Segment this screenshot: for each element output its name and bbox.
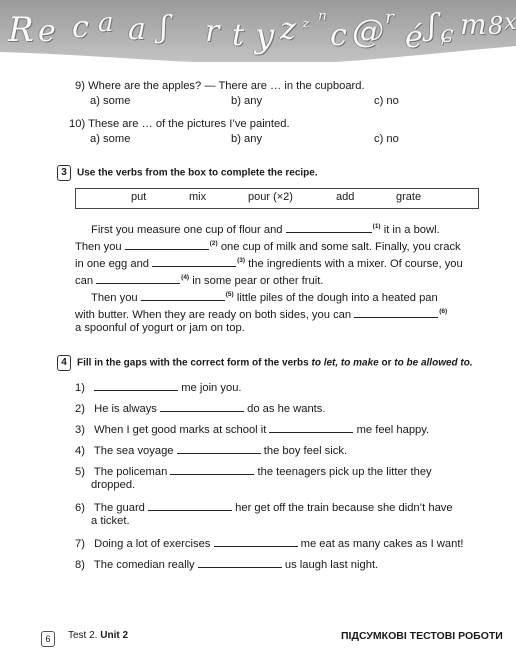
banner-letter: t: [232, 18, 245, 53]
instruction-text: Fill in the gaps with the correct form of the verbs: [77, 357, 312, 369]
question-10: [69, 117, 290, 132]
gap-number: (5): [225, 291, 234, 298]
banner-letter: é: [405, 20, 423, 55]
gap[interactable]: [94, 379, 178, 391]
item-text: do as he wants.: [247, 403, 326, 415]
recipe-text: with butter. When they are ready on both sides, you can: [75, 309, 352, 321]
question-9: [75, 79, 365, 94]
recipe-text: it in a bowl.: [383, 224, 440, 236]
option-c: c) no: [374, 133, 399, 145]
footer-test-label: [68, 630, 128, 641]
item-number: 7): [75, 538, 85, 550]
gap-number: (2): [209, 240, 218, 247]
gap[interactable]: [177, 442, 261, 454]
gap[interactable]: [148, 499, 232, 511]
verb-item: pour (×2): [248, 191, 293, 203]
question-number: 10): [69, 118, 86, 130]
banner-letter: ʃ: [160, 10, 169, 45]
item-number: 8): [75, 559, 85, 571]
task-number-badge: 4: [57, 355, 71, 371]
item-text: her get off the train because she didn’t have: [235, 502, 453, 514]
instruction-verb: to be allowed to.: [394, 357, 473, 369]
banner-letter: R: [8, 10, 34, 50]
page-number: 6: [41, 631, 55, 647]
item-text: He is always: [94, 403, 157, 415]
option-a: a) some: [90, 95, 131, 107]
item-text: Doing a lot of exercises: [94, 538, 211, 550]
verb-item: grate: [396, 191, 422, 203]
verb-item: add: [336, 191, 355, 203]
banner-letter: @: [352, 12, 384, 50]
gap-number: (1): [372, 223, 381, 230]
question-text: These are … of the pictures I’ve painted.: [88, 118, 290, 130]
item-1: [75, 379, 242, 396]
gap-1[interactable]: [286, 221, 372, 233]
gap-number: (6): [439, 308, 448, 315]
recipe-text: one cup of milk and some salt. Finally, you crack: [220, 241, 461, 253]
item-2: [75, 400, 326, 417]
task-instruction: [77, 358, 473, 369]
banner-letter: r: [205, 14, 220, 49]
recipe-text: in one egg and: [75, 258, 150, 270]
item-number: 2): [75, 403, 85, 415]
gap[interactable]: [198, 556, 282, 568]
recipe-text: First you measure one cup of flour and: [91, 224, 283, 236]
instruction-verb: to make: [338, 357, 379, 369]
item-text: the teenagers pick up the litter they: [257, 466, 432, 478]
verb-item: mix: [189, 191, 207, 203]
item-text: The policeman: [93, 466, 168, 478]
gap[interactable]: [160, 400, 244, 412]
banner-letter: ɕ: [440, 20, 454, 48]
item-7: [75, 535, 464, 552]
banner-letter: x: [504, 10, 516, 35]
header-banner: [0, 0, 516, 62]
item-text: When I get good marks at school it: [94, 424, 267, 436]
option-c: c) no: [374, 95, 399, 107]
gap[interactable]: [170, 463, 254, 475]
recipe-text: the ingredients with a mixer. Of course, you: [248, 258, 463, 270]
banner-letter: c: [330, 18, 347, 53]
gap-number: (4): [181, 274, 190, 281]
recipe-text: little piles of the dough into a heated pan: [236, 292, 438, 304]
banner-letter: a: [128, 12, 146, 47]
banner-letter: 8: [488, 12, 504, 40]
item-number: 4): [75, 445, 85, 457]
banner-letter: a: [98, 8, 114, 38]
footer-test: Test 2.: [68, 630, 98, 641]
item-number: 3): [75, 424, 85, 436]
item-text: me feel happy.: [356, 424, 430, 436]
banner-letter: y: [255, 16, 275, 56]
banner-letter: ᶻ: [302, 16, 310, 41]
item-3: [75, 421, 429, 438]
item-number: 5): [75, 466, 85, 478]
item-number: 6): [75, 502, 85, 514]
item-text: me eat as many cakes as I want!: [300, 538, 464, 550]
verb-box: [75, 188, 479, 209]
gap[interactable]: [214, 535, 298, 547]
banner-letter: c: [72, 10, 89, 45]
gap-3[interactable]: [152, 255, 236, 267]
item-text: the boy feel sick.: [263, 445, 348, 457]
gap-number: (3): [237, 257, 246, 264]
banner-letter: z: [280, 12, 296, 47]
instruction-text: or: [378, 357, 395, 369]
task-number-badge: 3: [57, 165, 71, 181]
item-5-continuation: dropped.: [91, 479, 136, 491]
recipe-text: in some pear or other fruit.: [192, 275, 324, 287]
banner-letter: ⁿ: [318, 8, 327, 33]
item-text: me join you.: [181, 382, 242, 394]
recipe-text: Then you: [91, 292, 138, 304]
item-text: The sea voyage: [93, 445, 174, 457]
question-text: Where are the apples? — There are … in the cupboard.: [88, 80, 365, 92]
banner-letter: m: [460, 8, 487, 41]
item-text: us laugh last night.: [284, 559, 379, 571]
banner-letter: ʳ: [385, 6, 396, 41]
recipe-text: can: [75, 275, 94, 287]
question-number: 9): [75, 80, 85, 92]
item-text: The guard: [93, 502, 145, 514]
gap[interactable]: [269, 421, 353, 433]
recipe-line-7: a spoonful of yogurt or jam on top.: [75, 322, 245, 334]
footer-section-title: ПІДСУМКОВІ ТЕСТОВІ РОБОТИ: [341, 630, 503, 642]
item-6: [75, 499, 453, 516]
gap-5[interactable]: [141, 289, 225, 301]
option-b: b) any: [231, 95, 263, 107]
item-text: The comedian really: [93, 559, 195, 571]
item-8: [75, 556, 378, 573]
instruction-verb: to let,: [311, 357, 339, 369]
banner-letter: ʃ: [428, 8, 437, 43]
task-4-heading: [57, 355, 473, 371]
banner-letter: e: [38, 14, 56, 49]
footer-unit: Unit 2: [100, 630, 129, 641]
task-instruction: Use the verbs from the box to complete the recipe.: [77, 167, 318, 179]
gap-6[interactable]: [354, 306, 438, 318]
item-6-continuation: a ticket.: [91, 515, 130, 527]
option-a: a) some: [90, 133, 131, 145]
recipe-text: Then you: [75, 241, 122, 253]
item-4: [75, 442, 347, 459]
option-b: b) any: [231, 133, 263, 145]
gap-4[interactable]: [96, 272, 180, 284]
gap-2[interactable]: [125, 238, 209, 250]
item-number: 1): [75, 382, 85, 394]
verb-item: put: [131, 191, 147, 203]
task-3-heading: [57, 165, 318, 181]
banner-letters: [0, 6, 516, 56]
